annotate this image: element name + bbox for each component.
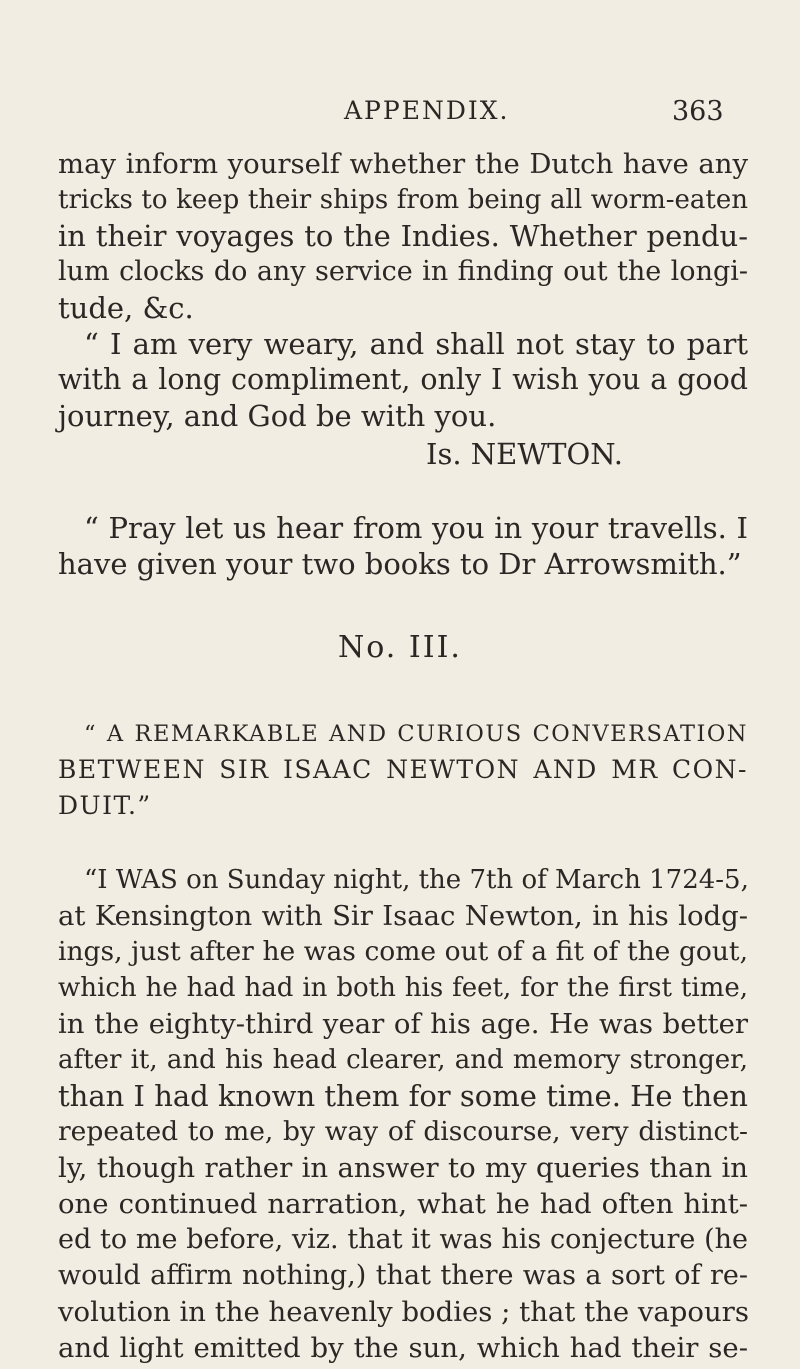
section-title-line: BETWEEN SIR ISAAC NEWTON AND MR CON- — [58, 755, 748, 784]
text-line: ed to me before, viz. that it was his conjecture (he — [58, 1224, 748, 1255]
running-head — [0, 96, 800, 136]
text-line: and light emitted by the sun, which had their se- — [58, 1332, 748, 1364]
text-line: “ I am very weary, and shall not stay to part — [84, 327, 748, 361]
section-title-line: DUIT.” — [58, 791, 152, 820]
text-line: than I had known them for some time. He then — [58, 1079, 748, 1113]
text-line: journey, and God be with you. — [58, 399, 497, 433]
text-line: after it, and his head clearer, and memory stronger, — [58, 1045, 748, 1075]
text-line: volution in the heavenly bodies ; that the vapours — [58, 1296, 749, 1328]
text-line: may inform yourself whether the Dutch have any — [58, 148, 748, 180]
text-line: ings, just after he was come out of a fit of the gout, — [58, 936, 748, 967]
section-title-line: “ A REMARKABLE AND CURIOUS CONVERSATION — [84, 721, 748, 747]
text-line: repeated to me, by way of discourse, very distinct- — [58, 1116, 748, 1147]
text-line: which he had had in both his feet, for the first time, — [58, 973, 748, 1003]
text-line: tude, &c. — [58, 291, 194, 325]
text-line: have given your two books to Dr Arrowsmith.” — [58, 547, 742, 581]
signature: Is. NEWTON. — [426, 437, 623, 471]
text-line: in their voyages to the Indies. Whether pendu- — [58, 219, 748, 253]
text-line: would affirm nothing,) that there was a sort of re- — [58, 1260, 748, 1291]
text-line: ly, though rather in answer to my queries than in — [58, 1152, 748, 1184]
page-number: 363 — [672, 96, 724, 127]
text-line: “I WAS on Sunday night, the 7th of March 1724-5, — [84, 865, 749, 895]
text-line: tricks to keep their ships from being all worm-eaten — [58, 185, 748, 215]
running-title: APPENDIX. — [344, 96, 510, 125]
text-line: at Kensington with Sir Isaac Newton, in his lodg- — [58, 900, 748, 932]
text-line: in the eighty-third year of his age. He was better — [58, 1008, 748, 1040]
text-line: with a long compliment, only I wish you a good — [58, 363, 748, 396]
text-line: lum clocks do any service in finding out the longi- — [58, 256, 748, 287]
text-line: “ Pray let us hear from you in your travells. I — [84, 511, 748, 545]
section-heading: No. III. — [338, 630, 462, 665]
text-line: one continued narration, what he had often hint- — [58, 1188, 748, 1220]
